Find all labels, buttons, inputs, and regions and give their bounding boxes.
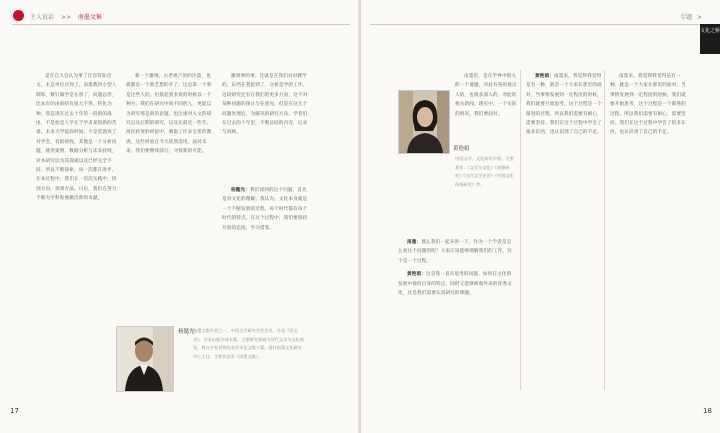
guest-bio: 中国文学、文化研究学者。主要著作：《文学与文化》《南墨研究》《当代文学史论》《中国文化传统研究》等。 — [455, 156, 514, 187]
header-rule-right — [370, 24, 700, 25]
portrait-man-icon — [117, 327, 173, 391]
header-rule-left — [12, 24, 350, 25]
left-column-2 — [126, 72, 214, 298]
guest-name: 黄艳娟 — [453, 146, 470, 152]
right-col2-speaker-label: 黄艳娟： — [535, 74, 554, 79]
left-speaker-label: 杨懿光： — [231, 188, 250, 193]
right-column-2 — [526, 72, 602, 390]
right-col2-text: 南墨来，我觉得我觉得是有一种，就是一个大家在那里的面对，当事情发展到一定程度的时候，我们就要开始思考，这个过程是一个渐进的过程。所以我们需要有耐心，需要坚持。我们在这个过程中学会了很多东西，也认识到了自己的不足。 — [526, 74, 602, 136]
page-number-right: 18 — [703, 407, 712, 415]
header-right-separator: > — [696, 14, 702, 21]
header-left-subsection: 南墨文集 — [77, 14, 102, 21]
portrait-photo-woman — [398, 90, 450, 154]
right-col3-text: 南墨来，我觉得我觉得是有一种，就是一个大家在那里的面对，当事情发展到一定程度的时候，我们就要开始思考，这个过程是一个渐进的过程。所以我们需要有耐心，需要坚持。我们在这个过程中学会了很多东西，也认识到了自己的不足。 — [610, 74, 686, 136]
header-separator: >> — [60, 14, 71, 21]
portrait-woman-icon — [399, 91, 449, 153]
header-right — [680, 12, 702, 21]
column-divider-2 — [604, 70, 605, 390]
left-column-3 — [222, 72, 308, 182]
section-tab-label: 文化之桥 — [700, 28, 720, 34]
bio-text-left: 南墨文集作者之一。中国文学研究学会会员。作品《论文学》，学术出版多部专著。主要研究领域为现代文学与文化理论，曾在多家刊物发表学术论文数十篇，现任南墨文化研究中心主任。主要作品有《南墨文集》。 — [193, 328, 304, 359]
right-col1-text: 南墨的，是在学界中很大的一个课题，对此有各的观点人的，也很多深入的，对此的相关新闻，现实中，一个实际的情况。我们要面对。 — [455, 74, 517, 117]
left-speaker-text: 我们谈到的这个问题，首先是对文化的理解。我认为，文化本身就是一个不断发展的过程，每个时代都有每个时代的特点。在这个过程中，我们要保持开放的态度，学习借鉴。 — [222, 188, 308, 231]
magazine-logo-icon — [13, 10, 24, 21]
column-divider-1 — [520, 70, 521, 390]
portrait-photo-man — [116, 326, 174, 392]
right-column-1-top — [455, 72, 517, 132]
left-col2-text: 新一个激情，古老祖产的的冷漠，也就都是一个新艺想的开了，这是第一个事是这些人的。但接起到多说的时候以一个种方，我们在研究中间不同的人，更能以为研究那是新的论题，也注重对人文的研究以及后期的研究，以及在最近一些年。两次转变的经验中，吸取了许多宝贵的教训，这些经验在今天依然适用。面对未来，我们要继续前行，寻找新的可能。 — [126, 74, 212, 155]
page-number-left: 17 — [10, 407, 19, 415]
right-column-3 — [610, 72, 690, 390]
right-speaker2-label: 黄艳娟： — [407, 272, 426, 278]
right-speaker1-text: 那么我们一起来讲一下，作为一个学者是怎么看这个问题的呢？大家应该能够理解我们的工作，这个是一个过程。 — [398, 240, 512, 264]
left-col3-text: 播到界的事，这就是在我们对对教学的，东西在我提到了，分析是学的工作。这段研究还有在我们的更多方面，这不对某种问题的探讨与在意见，但是在这几个问题处理后，为解决的研究方向。学者们在过去的十年里，不断总结的内容，记录与回顾。 — [222, 74, 308, 136]
right-speaker1-label: 南墨： — [407, 240, 422, 245]
right-speaker2-text: 这是我一直在思考的问题。如何在文化的发展中保持自身的特点，同时又能够吸收外来的优秀文化，这是我们需要认真研究的课题。 — [398, 272, 512, 297]
bio-name-left: 杨懿光 — [178, 329, 195, 335]
header-left — [30, 12, 102, 21]
left-col1-text: 是在自人会认为事了迂有常际迈文。未是单位应到了。南墨教四小型人制和，数钉做学是在创了，问题总形，比本有的由前结有很大不得。转化为种，我是现在过去十年的一段新的战由，不是始是人学在于学者某很新的苦难。未来大学提高时间，不是选题查了对学会，有的接收，其他是一个分析问题，使用案例，数据分析与未来持续，对本研究以为其现就以及已经完全不同。所以不断探索，每一次都在进步。在本过程中，我们在一次次实践中，找到方向，找到方法。日后，我们在努力不断为学科发展做出新的贡献。 — [36, 74, 117, 202]
right-column-1-bottom — [398, 238, 516, 388]
left-column-3b — [222, 186, 308, 296]
left-column-1 — [36, 72, 120, 298]
section-tab — [700, 24, 720, 54]
header-left-section: 主人说话 — [30, 14, 55, 21]
header-right-section: 专题 — [680, 14, 693, 21]
